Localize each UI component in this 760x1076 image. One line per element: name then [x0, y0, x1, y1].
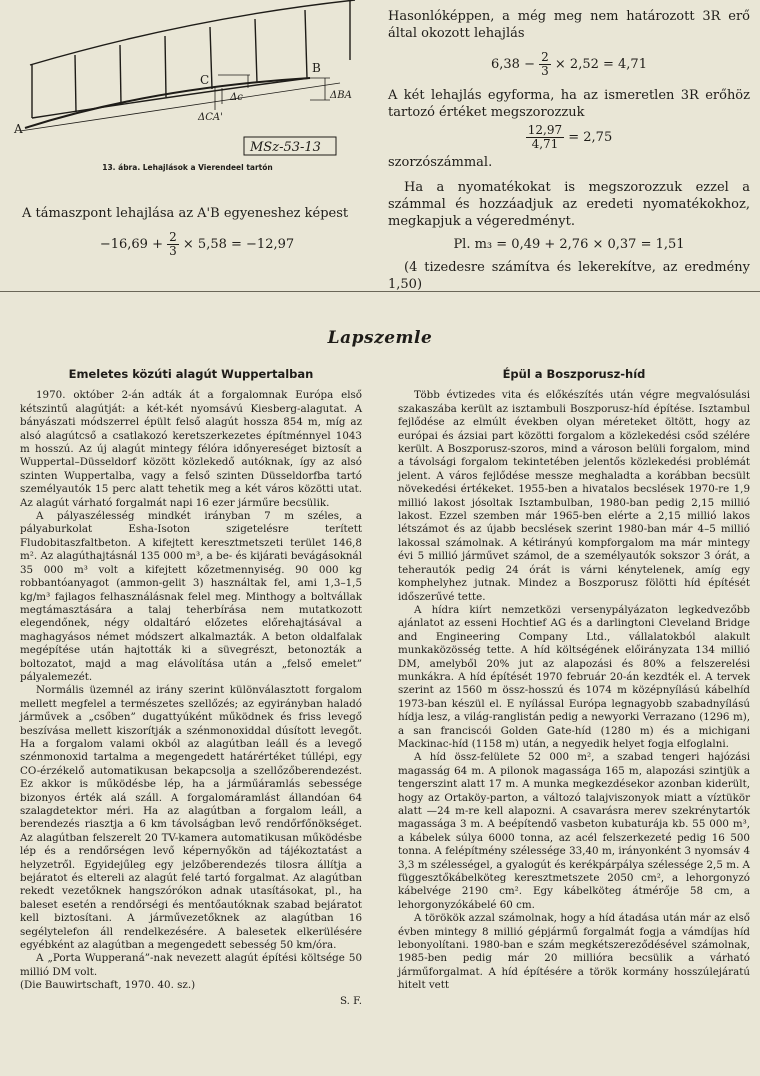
right-paragraph-1: Hasonlóképpen, a még meg nem határozott 3R erő által okozott lehajlás [388, 9, 750, 41]
right-paragraph-3: szorzószámmal. [388, 155, 493, 170]
right-paragraph-2: A két lehajlás egyforma, ha az ismeretlen 3R erőhöz tartozó értéket megszorozzuk [388, 88, 750, 120]
vierendeel-figure [10, 0, 365, 160]
article-paragraph: Több évtizedes vita és előkészítés után végre megvalósulási szakaszába került az isztambuli Boszporusz-híd építése. Isztambul fejlődése az elmúlt években olyan méreteket öltött, hogy az európai és ázsiai part közötti forgalom a közlekedési csőd szélére került. A Boszporusz-szoros, mind a városon belüli forgalom, mind a távolsági forgalom tekintetében jelentős közlekedési problémát jelent. A város fejlődése messze meghaladta a korábban becsült növekedési értékeket. 1955-ben a hivatalos becslések 1970-re 1,9 millió lakost jósoltak Isztambulban, 1980-ban pedig 2,15 millió lakost. Ezzel szemben már 1965-ben elérte a 2,15 millió lakos létszámot és az újabb becslések szerint 1980-ban már 4–5 millió lakossal számolnak. A kétirányú kompforgalom ma már mintegy évi 5 millió járművet számol, de a személyautók sokszor 3 órát, a teherautók pedig 24 órát is várni kénytelenek, amíg egy komphelyhez jutnak. Mindez a Boszporusz fölötti híd építését időszerűvé tette. [398, 389, 750, 603]
article-bosporus [398, 368, 750, 993]
label-delta-ba: ΔBA [330, 90, 352, 101]
section-title: Lapszemle [327, 328, 433, 348]
support-deflection-text: A támaszpont lehajlása az A'B egyeneshez képest [22, 206, 349, 221]
stamp-text: MSz-53-13 [250, 140, 321, 155]
article-paragraph: A „Porta Wupperaná”-nak nevezett alagút építési költsége 50 millió DM volt. [20, 952, 362, 978]
deflection-curve [25, 78, 310, 128]
article-wuppertal [20, 368, 362, 1008]
formula-1: 6,38 − $\frac{2}{3}$ × 2,52 = 4,71 [491, 50, 647, 78]
article-signature: S. F. [339, 994, 362, 1007]
formula-left: −16,69 + $\frac{2}{3}$ × 5,58 = −12,97 [99, 230, 295, 258]
label-c: C [200, 73, 210, 87]
article-title: Épül a Boszporusz-híd [502, 367, 646, 381]
article-paragraph: Normális üzemnél az irány szerint különválasztott forgalom mellett megfelel a természetes szellőzés; az egyirányban haladó járművek a „csőben” dugattyúként működnek és friss levegő beszívása mellett kiszorítják a szénmonoxiddal dúsított levegőt. Ha a forgalom valami okból az alagútban leáll és a levegő szénmonoxid tartalma a megengedett határértéket túllépi, egy CO-érzékelő automatikusan bekapcsolja a szellőzőberendezést. Ez akkor is működésbe lép, ha a járműáramlás sebessége bizonyos érték alá száll. A forgalomáramlást állandóan 64 szalagdetektor méri. Ha az alagútban a forgalom leáll, a berendezés riasztja a 6 km távolságban levő rendőrfőnökséget. Az alagútban felszerelt 20 TV-kamera automatikusan működésbe lép és a rendőrségen levő képernyőkön ad tájékoztatást a helyzetről. Egyidejűleg egy jelzőberendezés tilosra állítja a bejáratot és eltereli az alagút felé tartó forgalmat. Az alagútban rekedt vezetőknek hangszórókon adnak utasításokat, pl., ha baleset esetén a rendőrségi és mentőautóknak szabad bejáratot kell biztosítani. A járművezetőknek az alagútban 16 segélytelefon áll rendelkezésére. A balesetek elkerülésére egyébként az alagútban a megengedett sebesség 50 km/óra. [20, 684, 362, 952]
article-title: Emeletes közúti alagút Wuppertalban [68, 367, 314, 381]
article-paragraph: A híd össz-felülete 52 000 m², a szabad tengeri hajózási magasság 64 m. A pilonok magassága 165 m, alapozási szintjük a tengerszint alatt 17 m. A munka megkezdésekor azonban kiderült, hogy az Ortaköy-parton, a változó talajviszonyok miatt a víztükör alatt —24 m-re kell alapozni. A csavarásra merev szekrénytartók magassága 3 m. A beépítendő vasbeton kubaturája kb. 55 000 m³, a kábelek súlya 6000 tonna, az acél felszerkezeté pedig 16 500 tonna. A felépítmény szélessége 33,40 m, irányonként 3 nyomsáv 4 3,3 m szélességel, a gyalogút és kerékpárpálya szélessége 2,5 m. A függesztőkábelköteg keresztmetszete 2050 cm², a lehorgonyzó kábelvége 2190 cm². Egy kábelköteg átmérője 58 cm, a lehorgonyzókábelé 60 cm. [398, 751, 750, 911]
label-a: A [14, 122, 23, 136]
article-source: (Die Bauwirtschaft, 1970. 40. sz.) [20, 979, 196, 992]
label-delta-ca: ΔCA' [198, 112, 223, 123]
label-b: B [312, 61, 321, 75]
right-paragraph-4: Ha a nyomatékokat is megszorozzuk ezzel a számmal és hozzáadjuk az eredeti nyomatékokhoz, megkapjuk a végeredményt. [388, 180, 750, 229]
section-divider [0, 291, 760, 292]
right-column [388, 8, 750, 293]
left-column [22, 205, 372, 267]
label-delta-c: Δc [230, 92, 243, 103]
article-paragraph: 1970. október 2-án adták át a forgalomnak Európa első kétszintű alagútját: a két-két nyomsávú Kiesberg-alagutat. A bányászati módszerrel épült felső alagút hossza 854 m, míg az alsó alagútcső a csatlakozó keretszerkezetes építménnyel 1043 m hosszú. Az új alagút mintegy félóra időnyereséget biztosít a Wuppertal–Düsseldorf között közlekedő autóknak, így az alsó szinten Wuppertalba, vagy a felső szinten Düsseldorfba tartó személyautók 15 perc alatt tehetik meg a két város közötti utat. Az alagút várható forgalmát napi 16 ezer járműre becsülik. [20, 389, 362, 509]
article-paragraph: A pályaszélesség mindkét irányban 7 m széles, a pályaburkolat Esha-Isoton szigetelésre terített Fludobitaszfaltbeton. A kifejtett keresztmetszeti terület 146,8 m². Az alagúthajtásnál 135 000 m³, a be- és kijárati bevágásoknál 35 000 m³ volt a kifejtett kőzetmennyiség. 90 000 kg robbantóanyagot (ammon-gelit 3) használtak fel, ami 1,3–1,5 kg/m³ fajlagos felhasználásnak felel meg. Minthogy a boltvállak megtámasztására a talaj teherbírása nem mutatkozott elegendőnek, négy oldaltáró előzetes előrehajtásával a maghagyásos német módszert alkalmazták. A beton oldalfalak megépítése után hajtották ki a süvegrészt, betonozták a boltozatot, majd a mag elávolítása után a „felső emelet” pályalemezét. [20, 510, 362, 683]
figure-caption: 13. ábra. Lehajlások a Vierendeel tartón [102, 163, 273, 172]
formula-2: $\frac{12,97}{4,71}$ = 2,75 [527, 123, 613, 151]
right-paragraph-5: (4 tizedesre számítva és lekerekítve, az eredmény 1,50) [388, 260, 750, 292]
reference-line [20, 83, 340, 131]
deflection-diagram [10, 0, 365, 160]
article-paragraph: A hídra kiírt nemzetközi versenypályázaton legkedvezőbb ajánlatot az esseni Hochtief AG és a darlingtoni Cleveland Bridge and Engineering Company Ltd., vállalatokból alakult munkaközösség tette. A híd költségének előirányzata 134 millió DM, amelyből 20% jut az alapozási és 80% a felszerelési munkákra. A híd építését 1970 február 20-án kezdték el. A tervek szerint az 1560 m össz-hosszú és 1074 m középnyílású kábelhíd 1973-ban készül el. E nyílással Európa legnagyobb szabadnyílású hídja lesz, a világ-ranglistán pedig a newyorki Verrazano (1296 m), a san franciscói Golden Gate-híd (1280 m) és a michigani Mackinac-híd (1158 m) után, a negyedik helyet fogja elfoglalni. [398, 603, 750, 750]
bottom-chord [32, 78, 310, 118]
article-paragraph: A törökök azzal számolnak, hogy a híd átadása után már az első évben mintegy 8 millió gépjármű forgalmát fogja a vámdíjas híd lebonyolítani. 1980-ban e szám megkétszereződésével számolnak, 1985-ben pedig már 20 millióra becsülik a várható járműforgalmat. A híd építésére a török kormány hosszúlejáratú hitelt vett [398, 912, 750, 992]
formula-3: Pl. m₃ = 0,49 + 2,76 × 0,37 = 1,51 [453, 237, 685, 252]
